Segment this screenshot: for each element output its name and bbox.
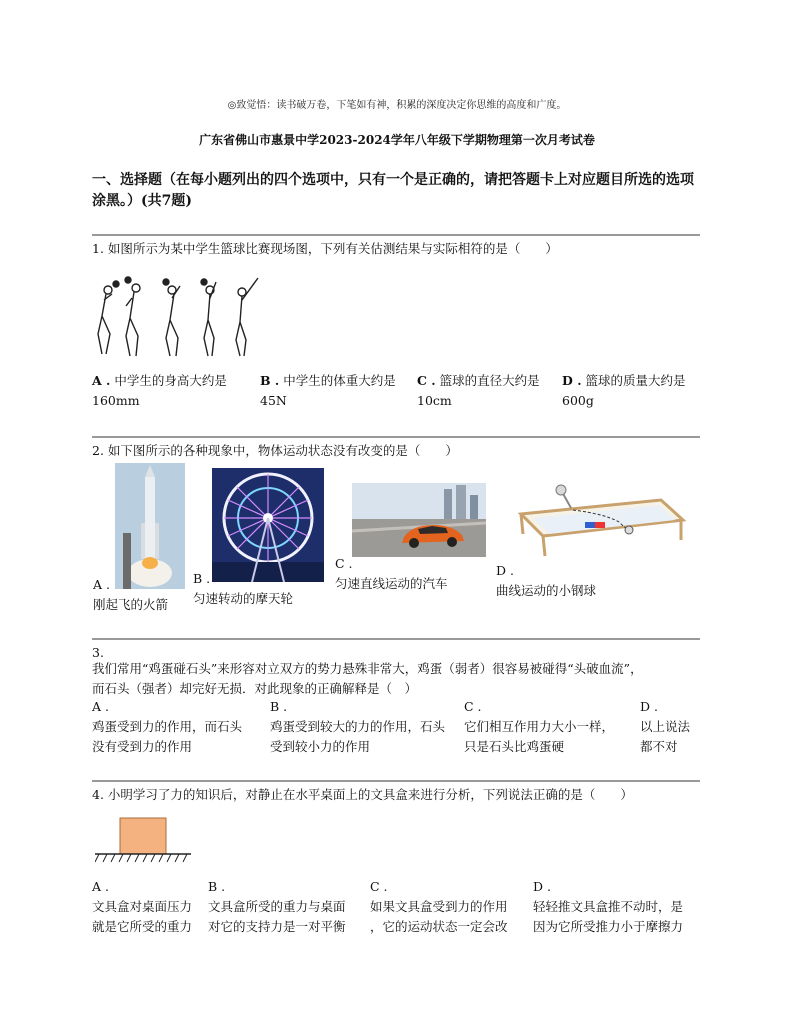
q2-option-a[interactable]	[93, 575, 168, 615]
q3-option-d[interactable]	[640, 697, 690, 757]
q2-option-b-text: 匀速转动的摩天轮	[193, 591, 294, 606]
motto-line: ◎致觉悟：读书破万卷，下笔如有神，积累的深度决定你思维的高度和广度。	[227, 100, 567, 111]
q2-option-b-letter: B .	[193, 571, 211, 586]
q1-option-a-letter: A .	[92, 373, 111, 388]
question-2-stem: 2. 如下图所示的各种现象中，物体运动状态没有改变的是（ ）	[92, 443, 458, 458]
basketball-players-figure	[92, 276, 272, 358]
q4-option-d-text: 轻轻推文具盒推不动时，是	[533, 899, 684, 914]
q1-option-b-letter: B .	[260, 373, 280, 388]
q1-option-d[interactable]	[562, 371, 686, 411]
q1-option-c-text2: 10cm	[417, 393, 452, 408]
q3-option-a[interactable]	[92, 697, 242, 757]
q4-option-a-text: 文具盒对桌面压力	[92, 899, 193, 914]
q4-option-b-letter: B .	[208, 879, 226, 894]
q1-option-d-letter: D .	[562, 373, 582, 388]
q3-option-d-letter: D .	[640, 699, 658, 714]
q1-option-b-text2: 45N	[260, 393, 287, 408]
q4-option-b-text: 文具盒所受的重力与桌面	[208, 899, 346, 914]
q2-option-a-text: 刚起飞的火箭	[93, 597, 169, 612]
q1-option-c[interactable]	[417, 371, 540, 411]
steel-ball-table-image	[515, 474, 687, 560]
q1-option-a-text2: 160mm	[92, 393, 140, 408]
q3-option-a-text2: 没有受到力的作用	[92, 739, 193, 754]
q4-option-d[interactable]	[533, 877, 683, 937]
question-1-stem: 1. 如图所示为某中学生篮球比赛现场图，下列有关估测结果与实际相符的是（ ）	[92, 241, 558, 256]
q3-option-b-text: 鸡蛋受到较大的力的作用，石头	[270, 719, 446, 734]
q1-option-d-text: 篮球的质量大约是	[585, 373, 686, 388]
q2-option-b[interactable]	[193, 569, 293, 609]
exam-title: 广东省佛山市惠景中学2023-2024学年八年级下学期物理第一次月考试卷	[199, 133, 595, 147]
q4-option-c-text2: ，它的运动状态一定会改	[370, 919, 508, 934]
q2-option-c-letter: C .	[335, 556, 353, 571]
q4-option-a-letter: A .	[92, 879, 109, 894]
q4-option-c-text: 如果文具盒受到力的作用	[370, 899, 508, 914]
q1-option-b[interactable]	[260, 371, 396, 411]
q4-option-d-letter: D .	[533, 879, 551, 894]
q3-option-c[interactable]	[464, 697, 614, 757]
q4-option-b-text2: 对它的支持力是一对平衡	[208, 919, 346, 934]
q1-option-c-text: 篮球的直径大约是	[439, 373, 540, 388]
question-3-number: 3.	[92, 645, 104, 660]
q3-option-d-text: 以上说法	[640, 719, 691, 734]
section-heading: 一、选择题（在每小题列出的四个选项中，只有一个是正确的，请把答题卡上对应题目所选的选项涂黑。）(共7题)	[92, 172, 694, 209]
q2-option-a-letter: A .	[93, 577, 110, 592]
q1-option-a-text: 中学生的身高大约是	[114, 373, 227, 388]
q3-option-c-text: 它们相互作用力大小一样，	[464, 719, 615, 734]
divider	[92, 638, 700, 640]
q4-option-d-text2: 因为它所受推力小于摩擦力	[533, 919, 684, 934]
q4-option-a[interactable]	[92, 877, 192, 937]
q3-option-d-text2: 都不对	[640, 739, 678, 754]
q2-option-d[interactable]	[496, 561, 596, 601]
pencil-box-on-table-figure	[95, 816, 195, 866]
divider	[92, 780, 700, 782]
q3-option-b-text2: 受到较小力的作用	[270, 739, 371, 754]
q4-option-a-text2: 就是它所受的重力	[92, 919, 193, 934]
q2-option-c[interactable]	[335, 554, 448, 594]
q2-option-d-text: 曲线运动的小钢球	[496, 583, 597, 598]
q3-option-b[interactable]	[270, 697, 445, 757]
q2-option-c-text: 匀速直线运动的汽车	[335, 576, 448, 591]
ferris-wheel-image	[212, 468, 324, 582]
q3-option-b-letter: B .	[270, 699, 288, 714]
q1-option-a-line1	[92, 371, 227, 391]
question-4-stem: 4. 小明学习了力的知识后，对静止在水平桌面上的文具盒来进行分析，下列说法正确的是（ ）	[92, 787, 633, 802]
q4-option-c-letter: C .	[370, 879, 388, 894]
q2-option-d-letter: D .	[496, 563, 514, 578]
q3-option-a-text: 鸡蛋受到力的作用，而石头	[92, 719, 243, 734]
q1-option-b-text: 中学生的体重大约是	[283, 373, 396, 388]
q4-option-b[interactable]	[208, 877, 346, 937]
divider	[92, 436, 700, 438]
question-3-stem-line2: 而石头（强者）却完好无损．对此现象的正确解释是（ ）	[92, 681, 418, 696]
divider	[92, 234, 700, 236]
q3-option-a-letter: A .	[92, 699, 109, 714]
question-3-stem-line1: 我们常用“鸡蛋碰石头”来形容对立双方的势力悬殊非常大，鸡蛋（弱者）很容易被碰得“头破血流”，	[92, 661, 643, 676]
q4-option-c[interactable]	[370, 877, 508, 937]
q1-option-c-letter: C .	[417, 373, 436, 388]
rocket-image	[115, 463, 185, 589]
q3-option-c-text2: 只是石头比鸡蛋硬	[464, 739, 565, 754]
q1-option-d-text2: 600g	[562, 393, 594, 408]
q1-option-a[interactable]	[92, 371, 227, 411]
q3-option-c-letter: C .	[464, 699, 482, 714]
car-image	[352, 483, 486, 557]
